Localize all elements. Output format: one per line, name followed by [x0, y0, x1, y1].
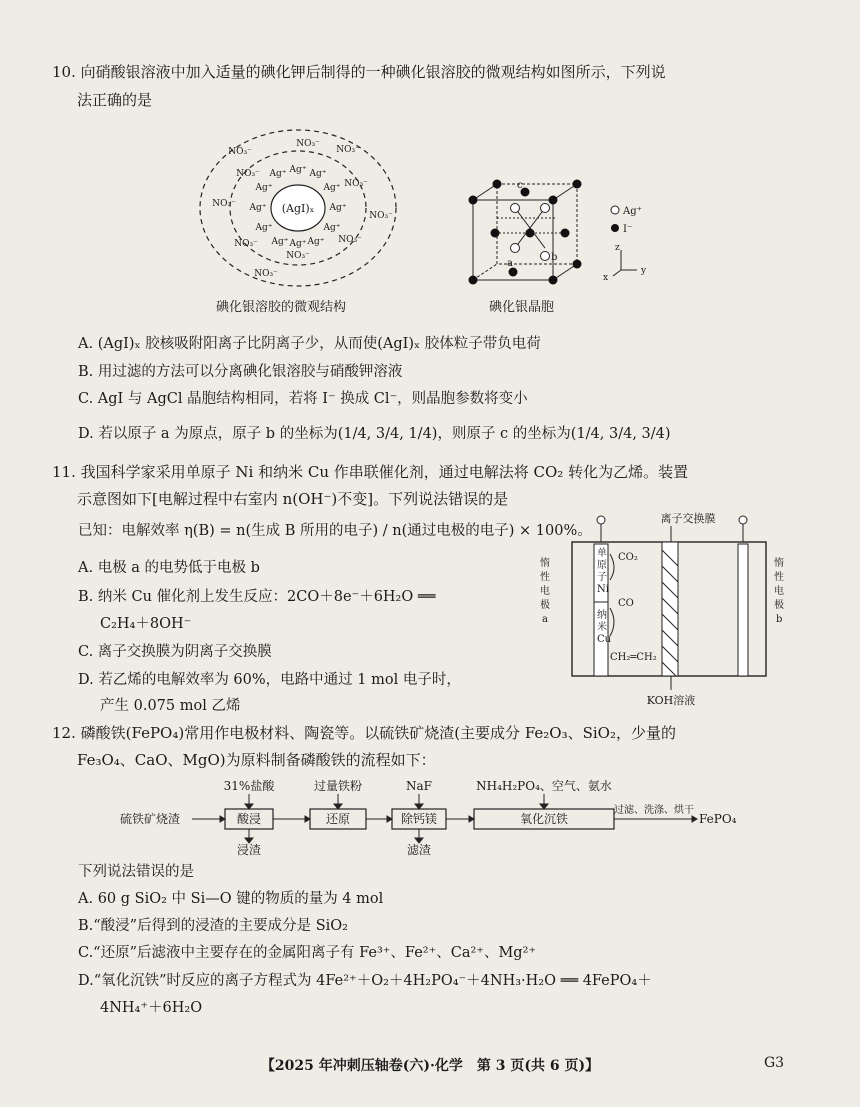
svg-text:Ag⁺: Ag⁺ — [323, 223, 341, 233]
step-acid-leach: 酸浸 — [236, 812, 262, 826]
step-reduction: 还原 — [325, 812, 351, 826]
axis-z: z — [615, 243, 620, 253]
filter-wash-dry-label: 过滤、洗涤、烘干 — [614, 805, 694, 816]
ethylene-label: CH₂═CH₂ — [610, 652, 657, 663]
koh-label: KOH溶液 — [646, 694, 696, 707]
co2-label: CO₂ — [618, 552, 638, 563]
q12-option-d-line1: D.“氧化沉铁”时反应的离子方程式为 4Fe²⁺＋O₂＋4H₂PO₄⁻＋4NH₃·H₂O ══ 4FePO₄＋ — [78, 973, 652, 989]
q11-known: 已知：电解效率 η(B) = n(生成 B 所用的电子) / n(通过电极的电子) × 100%。 — [78, 523, 592, 539]
svg-text:Ag⁺: Ag⁺ — [255, 223, 273, 233]
svg-text:NO₃⁻: NO₃⁻ — [234, 239, 258, 249]
core-label: (AgI)ₓ — [281, 202, 315, 215]
q11-option-d-line1: D. 若乙烯的电解效率为 60%，电路中通过 1 mol 电子时， — [78, 672, 461, 688]
right-electrode-label: 惰性电极 b — [774, 558, 784, 625]
svg-text:Ag⁺: Ag⁺ — [289, 165, 307, 175]
svg-text:Ag⁺: Ag⁺ — [269, 169, 287, 179]
left-electrode-label: 惰性电极 a — [540, 558, 550, 625]
unit-cell-caption: 碘化银晶胞 — [489, 300, 555, 315]
legend-i: I⁻ — [623, 224, 633, 235]
waste-filter-residue: 滤渣 — [406, 843, 432, 856]
cu-layer-label: 纳米 Cu — [597, 610, 612, 645]
svg-text:NO₃⁻: NO₃⁻ — [338, 235, 362, 245]
q10-stem-line2: 法正确的是 — [77, 91, 153, 109]
colloid-caption: 碘化银溶胶的微观结构 — [216, 300, 347, 315]
flow-product: FePO₄ — [699, 812, 737, 826]
svg-text:NO₃⁻: NO₃⁻ — [236, 169, 260, 179]
legend-ag: Ag⁺ — [623, 206, 642, 217]
process-flowchart — [110, 776, 810, 856]
axis-y: y — [641, 266, 647, 276]
q10-option-d: D. 若以原子 a 为原点，原子 b 的坐标为(1/4, 3/4, 1/4)，则原子 c 的坐标为(1/4, 3/4, 3/4) — [78, 426, 671, 442]
axis-x: x — [603, 273, 609, 283]
q11-option-a: A. 电极 a 的电势低于电极 b — [78, 560, 260, 576]
svg-text:NO₃⁻: NO₃⁻ — [212, 199, 236, 209]
reagent-naf: NaF — [406, 779, 432, 793]
q12-option-d-line2: 4NH₄⁺＋6H₂O — [100, 1000, 203, 1016]
svg-text:Ag⁺: Ag⁺ — [289, 239, 307, 249]
atom-b-label: b — [551, 252, 558, 263]
q10-stem-line1: 10. 向硝酸银溶液中加入适量的碘化钾后制得的一种碘化银溶胶的微观结构如图所示，下列说 — [52, 63, 666, 81]
reagent-iron: 过量铁粉 — [313, 779, 363, 793]
reagent-oxidation: NH₄H₂PO₄、空气、氨水 — [476, 779, 612, 793]
svg-text:NO₃⁻: NO₃⁻ — [228, 147, 252, 157]
q11-option-c: C. 离子交换膜为阴离子交换膜 — [78, 644, 272, 660]
svg-text:NO₃⁻: NO₃⁻ — [336, 145, 360, 155]
svg-text:Ag⁺: Ag⁺ — [309, 169, 327, 179]
q12-stem-line1: 12. 磷酸铁(FePO₄)常用作电极材料、陶瓷等。以硫铁矿烧渣(主要成分 Fe₂O₃、SiO₂，少量的 — [52, 724, 676, 742]
co-label: CO — [618, 598, 634, 609]
svg-text:Ag⁺: Ag⁺ — [271, 237, 289, 247]
q11-stem-line1: 11. 我国科学家采用单原子 Ni 和纳米 Cu 作串联催化剂，通过电解法将 CO₂ 转化为乙烯。装置 — [52, 463, 689, 481]
q11-option-b-line1: B. 纳米 Cu 催化剂上发生反应：2CO＋8e⁻＋6H₂O ══ — [78, 589, 436, 605]
electrolysis-device-diagram — [538, 510, 806, 710]
agi-unit-cell-diagram — [465, 178, 665, 288]
page-footer: 【2025 年冲刺压轴卷(六)·化学 第 3 页(共 6 页)】 — [260, 1058, 600, 1074]
q11-stem-line2: 示意图如下[电解过程中右室内 n(OH⁻)不变]。下列说法错误的是 — [77, 490, 509, 508]
svg-text:NO₃⁻: NO₃⁻ — [286, 251, 310, 261]
svg-text:Ag⁺: Ag⁺ — [307, 237, 325, 247]
q12-question: 下列说法错误的是 — [78, 864, 194, 880]
colloid-structure-diagram — [198, 128, 398, 288]
q12-option-a: A. 60 g SiO₂ 中 Si—O 键的物质的量为 4 mol — [78, 891, 384, 907]
waste-leach-residue: 浸渣 — [236, 843, 262, 856]
ion-exchange-membrane — [662, 542, 678, 676]
svg-text:Ag⁺: Ag⁺ — [249, 203, 267, 213]
electrode-b — [738, 544, 748, 676]
svg-text:NO₃⁻: NO₃⁻ — [344, 179, 368, 189]
atom-a-label: a — [507, 258, 513, 269]
q11-option-d-line2: 产生 0.075 mol 乙烯 — [100, 698, 241, 714]
flow-start: 硫铁矿烧渣 — [120, 812, 181, 826]
svg-text:Ag⁺: Ag⁺ — [323, 183, 341, 193]
svg-text:NO₃⁻: NO₃⁻ — [296, 139, 320, 149]
q10-option-c: C. AgI 与 AgCl 晶胞结构相同，若将 I⁻ 换成 Cl⁻，则晶胞参数将变小 — [78, 391, 528, 407]
q12-option-b: B.“酸浸”后得到的浸渣的主要成分是 SiO₂ — [78, 918, 348, 934]
svg-text:NO₃⁻: NO₃⁻ — [254, 269, 278, 279]
ni-layer-label: 单原子 Ni — [597, 548, 609, 595]
membrane-label: 离子交换膜 — [660, 512, 716, 525]
paper-code: G3 — [764, 1055, 785, 1071]
axis-indicator — [613, 250, 637, 276]
svg-text:Ag⁺: Ag⁺ — [255, 183, 273, 193]
q11-option-b-line2: C₂H₄＋8OH⁻ — [100, 616, 192, 632]
q10-option-b: B. 用过滤的方法可以分离碘化银溶胶与硝酸钾溶液 — [78, 364, 403, 380]
reagent-hcl: 31%盐酸 — [223, 779, 275, 793]
svg-text:Ag⁺: Ag⁺ — [329, 203, 347, 213]
q12-stem-line2: Fe₃O₄、CaO、MgO)为原料制备磷酸铁的流程如下： — [77, 751, 436, 769]
q12-option-c: C.“还原”后滤液中主要存在的金属阳离子有 Fe³⁺、Fe²⁺、Ca²⁺、Mg²⁺ — [78, 945, 537, 961]
step-remove-ca-mg: 除钙镁 — [400, 812, 438, 826]
q10-option-a: A. (AgI)ₓ 胶核吸附阳离子比阴离子少，从而使(AgI)ₓ 胶体粒子带负电荷 — [78, 336, 541, 352]
step-oxidation: 氧化沉铁 — [519, 812, 569, 826]
atom-c-label: c — [517, 180, 523, 191]
svg-text:NO₃⁻: NO₃⁻ — [369, 211, 393, 221]
